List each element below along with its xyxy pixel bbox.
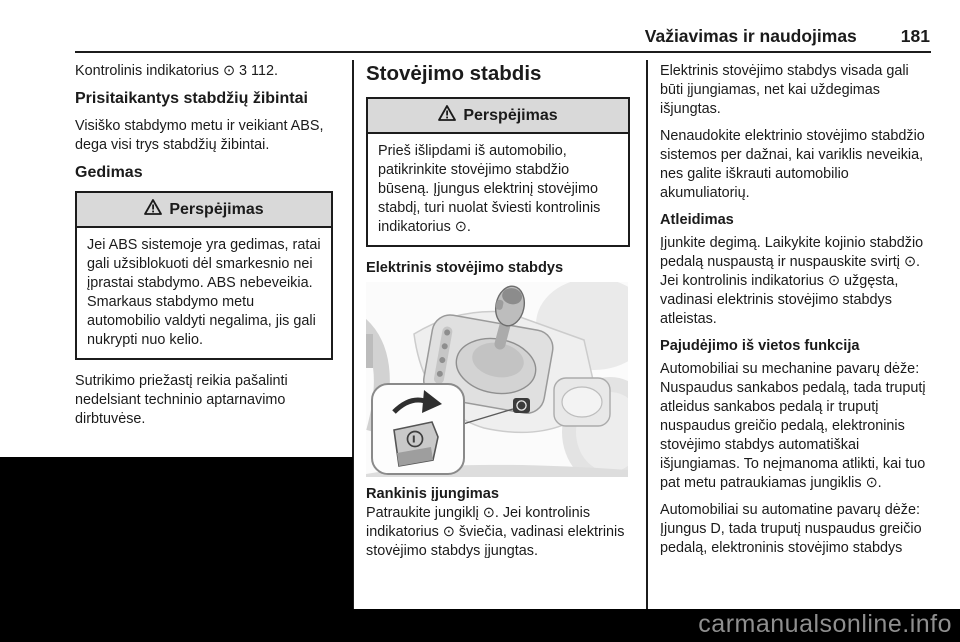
warning-box-body — [77, 228, 331, 358]
warning-parking-text: Prieš išlipdami iš automobilio, patikrinkite stovėjimo stabdžio būseną. Įjungus elektrinį stovėjimo stabdį, turi nuolat šviesti kontrolinis indikatorius ⊙. — [378, 143, 601, 235]
warning-box-header — [77, 193, 331, 228]
warning-abs-text: Jei ABS sistemoje yra gedimas, ratai gali užsiblokuoti dėl smarkesnio nei įprastai stabdymo. ABS nebeveikia. Smarkaus stabdymo metu automobilio valdyti negalima, jis gali nukrypti nuo kelio. — [87, 237, 321, 348]
heading-parking-brake: Stovėjimo stabdis — [366, 62, 542, 85]
column-1 — [75, 62, 333, 437]
watermark-text: carmanualsonline.info — [698, 610, 952, 638]
warning-box-body — [368, 134, 628, 245]
fault-repair-text: Sutrikimo priežastį reikia pašalinti nedelsiant techninio aptarnavimo dirbtuvėse. — [75, 373, 288, 427]
header-rule — [75, 51, 931, 53]
column-divider — [646, 60, 648, 609]
console-illustration — [366, 282, 628, 477]
switch-inset — [372, 384, 464, 474]
warning-box-abs — [75, 191, 333, 360]
warning-icon — [144, 199, 162, 220]
heading-manual-apply: Rankinis įjungimas — [366, 486, 499, 502]
manual-apply-text: Patraukite jungiklį ⊙. Jei kontrolinis indikatorius ⊙ šviečia, vadinasi elektrinis stovėjimo stabdys įjungtas. — [366, 505, 625, 559]
warning-title: Perspėjimas — [463, 107, 558, 124]
adaptive-brake-lights-text: Visiško stabdymo metu ir veikiant ABS, dega visi trys stabdžių žibintai. — [75, 118, 324, 153]
heading-release: Atleidimas — [660, 212, 734, 228]
warning-title: Perspėjimas — [169, 201, 264, 218]
release-text: Įjunkite degimą. Laikykite kojinio stabdžio pedalą nuspaustą ir nuspauskite svirtį ⊙. Jei kontrolinis indikatorius ⊙ užgęsta, vadinasi elektrinis stovėjimo stabdys atleistas. — [660, 235, 924, 327]
heading-driveoff: Pajudėjimo iš vietos funkcija — [660, 338, 860, 354]
warning-box-parking — [366, 97, 630, 247]
column-3 — [660, 62, 932, 566]
parking-brake-switch — [513, 398, 530, 413]
warning-box-header — [368, 99, 628, 134]
heading-fault: Gedimas — [75, 164, 143, 181]
heading-adaptive-brake-lights: Prisitaikantys stabdžių žibintai — [75, 90, 308, 107]
warning-icon — [438, 105, 456, 126]
page-header — [75, 26, 930, 47]
page-header-title: Važiavimas ir naudojimas — [644, 26, 857, 46]
column-2 — [366, 62, 630, 569]
epb-always-text: Elektrinis stovėjimo stabdys visada gali būti įjungiamas, net kai uždegimas išjungtas. — [660, 63, 909, 117]
page-number: 181 — [900, 26, 930, 46]
driveoff-auto-trans-text: Automobiliai su automatine pavarų dėže: Įjungus D, tada truputį nuspaudus greičio pedalą, elektroninis stovėjimo stabdys — [660, 502, 922, 556]
scan-black-region — [0, 457, 353, 609]
heading-electric-parking-brake: Elektrinis stovėjimo stabdys — [366, 260, 564, 276]
indicator-reference-text: Kontrolinis indikatorius ⊙ 3 112. — [75, 63, 278, 79]
epb-battery-text: Nenaudokite elektrinio stovėjimo stabdžio sistemos per dažnai, kai variklis neveikia, nes galite iškrauti automobilio akumuliatorių. — [660, 128, 925, 201]
driveoff-manual-trans-text: Automobiliai su mechanine pavarų dėže: Nuspaudus sankabos pedalą, tada truputį atleidus sankabos pedalą ir truputį nuspaudus greičio pedalą, elektroninis stovėjimo stabdys automatiškai išjungiamas. To neįmanoma atlikti, kai tuo pat metu patraukiamas jungiklis ⊙. — [660, 361, 926, 491]
